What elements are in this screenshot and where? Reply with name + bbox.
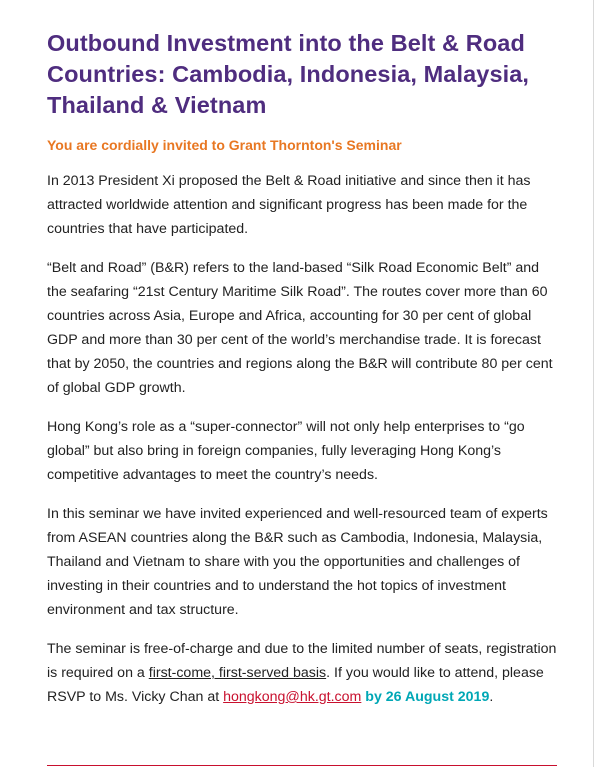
paragraph-initiative: In 2013 President Xi proposed the Belt & Road initiative and since then it has attracted worldwide attention and significant progress has been made for the countries that have participated.: [47, 173, 531, 237]
rsvp-deadline: by 26 August 2019: [361, 689, 490, 705]
first-come-first-served: first-come, first-served basis: [148, 665, 327, 681]
rsvp-email-link[interactable]: hongkong@hk.gt.com: [223, 689, 362, 705]
paragraph-belt-and-road: “Belt and Road” (B&R) refers to the land-based “Silk Road Economic Belt” and the seafaring “21st Century Maritime Silk Road”. The routes cover more than 60 countries across Asia, Europe and Africa, accounting for 30 per cent of global GDP and more than 30 per cent of the world’s merchandise trade. It is forecast that by 2050, the countries and regions along the B&R will contribute 80 per cent of global GDP growth.: [47, 260, 553, 396]
registration-text-end: .: [489, 689, 494, 705]
paragraph-registration: [47, 637, 557, 709]
paragraph-hong-kong-role: Hong Kong’s role as a “super-connector” will not only help enterprises to “go global” but also bring in foreign companies, fully leveraging Hong Kong’s competitive advantages to meet the country’s needs.: [47, 419, 525, 483]
email-body: [47, 28, 557, 709]
seminar-title: Outbound Investment into the Belt & Road Countries: Cambodia, Indonesia, Malaysia, Thailand & Vietnam: [47, 30, 530, 118]
registration-text-2: . If you would like to attend, please RSVP to Ms. Vicky Chan at: [47, 665, 544, 705]
section-divider: [47, 765, 557, 766]
frame-border: [593, 0, 594, 767]
invitation-line: You are cordially invited to Grant Thornton's Seminar: [47, 137, 402, 153]
paragraph-seminar-overview: In this seminar we have invited experienced and well-resourced team of experts from ASEAN countries along the B&R such as Cambodia, Indonesia, Malaysia, Thailand and Vietnam to share with you the opportunities and challenges of investing in their countries and to understand the hot topics of investment environment and tax structure.: [47, 506, 548, 618]
registration-text-1: The seminar is free-of-charge and due to the limited number of seats, registration is required on a: [47, 641, 557, 681]
